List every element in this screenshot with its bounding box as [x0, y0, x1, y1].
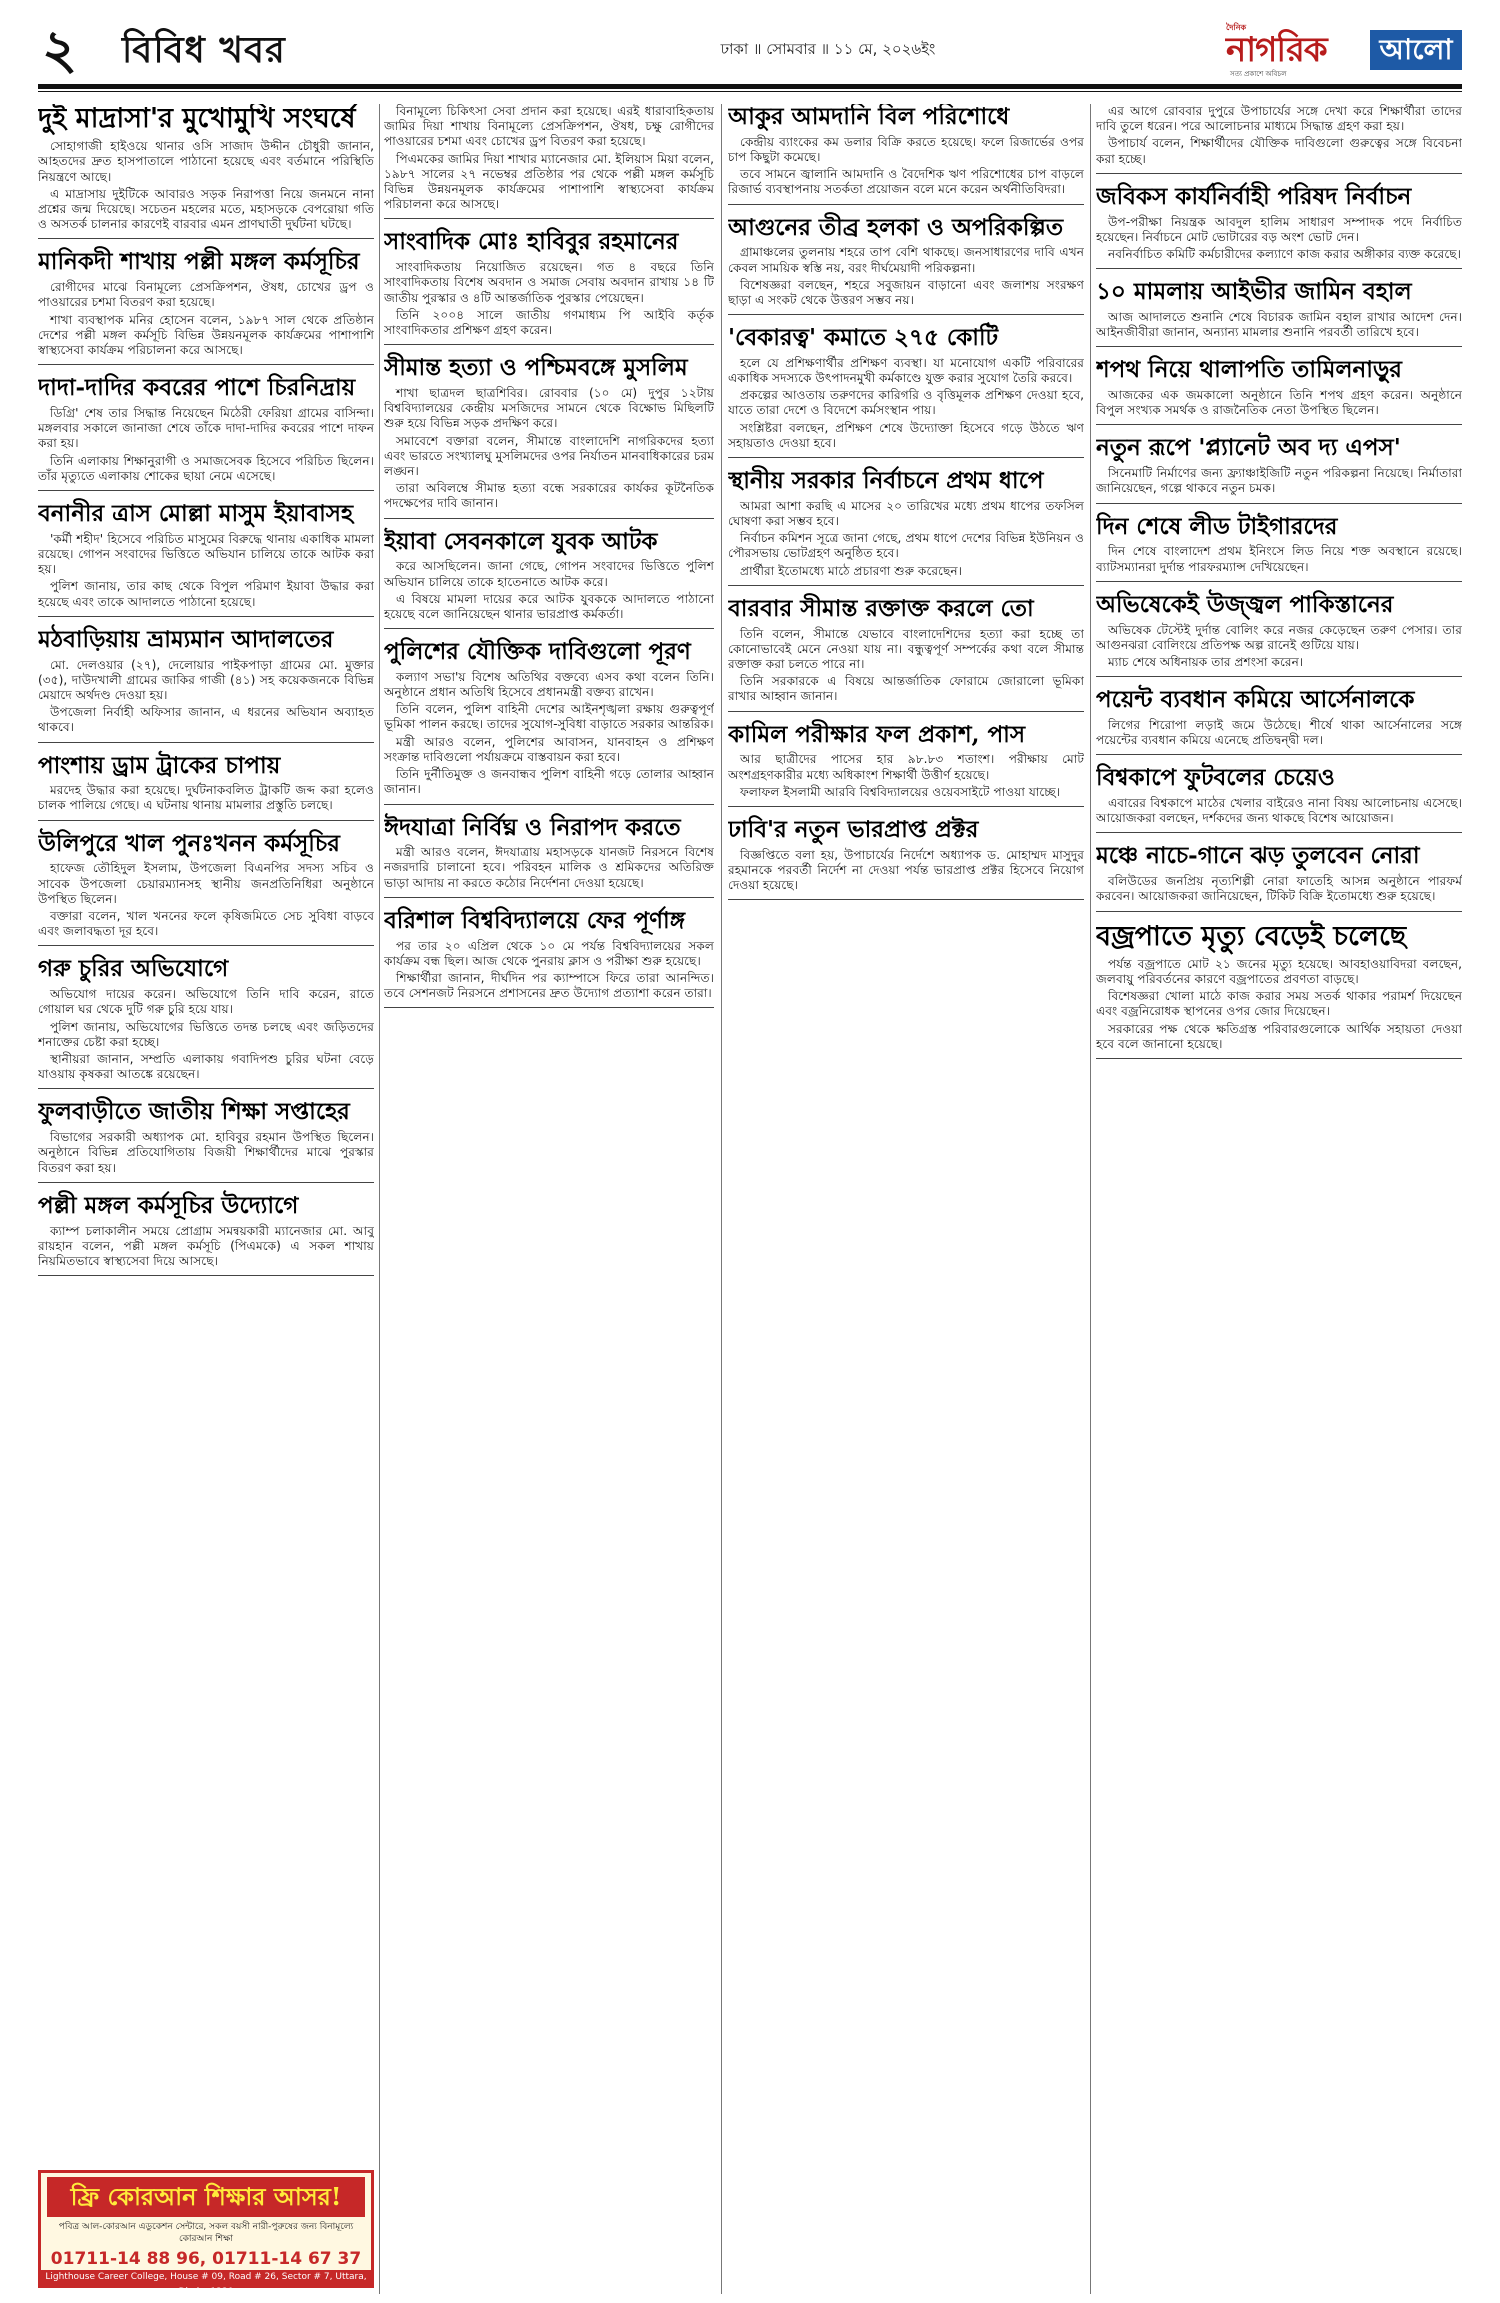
ad-subtitle: পবিত্র আল-কোরআন এডুকেশন সেন্টারে, সকল বয়সী নারী-পুরুষের জন্য বিনামূল্যে কোরআন শিক্ষা	[58, 2222, 354, 2244]
article-headline[interactable]: স্থানীয় সরকার নির্বাচনে প্রথম ধাপে	[728, 467, 1044, 495]
article-divider	[1096, 1058, 1462, 1059]
article-body	[1096, 796, 1462, 826]
news-article	[38, 1193, 374, 1276]
news-article	[38, 104, 374, 239]
newspaper-logo	[1226, 20, 1462, 78]
article-headline[interactable]: দিন শেষে লীড টাইগারদের	[1096, 512, 1338, 540]
ad-title: ফ্রি কোরআন শিক্ষার আসর!	[47, 2177, 365, 2217]
article-body	[1096, 623, 1462, 671]
article-divider	[384, 897, 714, 898]
masthead	[38, 17, 1462, 81]
article-headline[interactable]: মঠবাড়িয়ায় ভ্রাম্যমান আদালতের	[38, 625, 334, 653]
article-paragraph: কল্যাণ সভা'য় বিশেষ অতিথির বক্তব্যে এসব কথা বলেন তিনি। অনুষ্ঠানে প্রধান অতিথি হিসেবে প্রধানমন্ত্রী বক্তব্য রাখেন।	[384, 669, 714, 700]
column-divider	[721, 104, 722, 2294]
article-body	[728, 356, 1084, 451]
masthead-rule	[38, 84, 1462, 89]
logo-box-text: আলো	[1370, 30, 1462, 70]
article-headline[interactable]: নতুন রূপে 'প্ল্যানেট অব দ্য এপস'	[1096, 434, 1401, 462]
article-paragraph: তিনি সরকারকে এ বিষয়ে আন্তর্জাতিক ফোরামে জোরালো ভূমিকা রাখার আহ্বান জানান।	[728, 674, 1084, 704]
article-divider	[38, 945, 374, 946]
article-headline[interactable]: পাংশায় ড্রাম ট্রাকের চাপায়	[38, 751, 281, 779]
article-headline[interactable]: দুই মাদ্রাসা'র মুখোমুখি সংঘর্ষে	[38, 104, 356, 134]
article-body	[1096, 388, 1462, 418]
article-body	[38, 1130, 374, 1176]
article-divider	[38, 238, 374, 239]
article-body	[38, 1224, 374, 1270]
article-body	[38, 987, 374, 1082]
article-paragraph: সোহাগাজী হাইওয়ে থানার ওসি সাজাদ উদ্দীন চৌধুরী জানান, আহতদের দ্রুত হাসপাতালে পাঠানো হয়েছে এবং বর্তমানে পরিস্থিতি নিয়ন্ত্রণে আছে।	[38, 139, 374, 184]
article-paragraph: তিনি বলেন, পুলিশ বাহিনী দেশের আইনশৃঙ্খলা রক্ষায় গুরুত্বপূর্ণ ভূমিকা পালন করছে। তাদের সুযোগ-সুবিধা বাড়াতে সরকার আন্তরিক।	[384, 702, 714, 732]
news-article	[728, 468, 1084, 586]
article-body	[728, 848, 1084, 894]
news-article	[728, 722, 1084, 807]
article-divider	[1096, 911, 1462, 912]
article-body	[1096, 104, 1462, 167]
article-headline[interactable]: সাংবাদিক মোঃ হাবিবুর রহমানের	[384, 228, 679, 256]
article-paragraph: বিজ্ঞপ্তিতে বলা হয়, উপাচার্যের নির্দেশে অধ্যাপক ড. মোহাম্মদ মাসুদুর রহমানকে পরবর্তী নির্দেশ না দেওয়া পর্যন্ত ভারপ্রাপ্ত প্রক্টর হিসেবে নিয়োগ দেওয়া হয়েছে।	[728, 847, 1084, 893]
news-article	[728, 817, 1084, 900]
article-paragraph: মো. দেলওয়ার (২৭), দেলোয়ার পাইকপাড়া গ্রামের মো. মুক্তার (৩৫), দাউদখালী গ্রামের জাকির গাজী (৪১) সহ কয়েকজনকে বিভিন্ন মেয়াদে অর্থদণ্ড দেওয়া হয়।	[38, 657, 374, 702]
article-paragraph: ফলাফল ইসলামী আরবি বিশ্ববিদ্যালয়ের ওয়েবসাইটে পাওয়া যাচ্ছে।	[740, 784, 1061, 799]
article-divider	[1096, 581, 1462, 582]
article-headline[interactable]: আকুর আমদানি বিল পরিশোধে	[728, 104, 1010, 130]
article-body	[38, 139, 374, 232]
article-body	[728, 499, 1084, 579]
article-body	[1096, 466, 1462, 496]
article-body	[384, 845, 714, 891]
article-body	[38, 783, 374, 813]
article-paragraph: সংশ্লিষ্টরা বলছেন, প্রশিক্ষণ শেষে উদ্যোক্তা হিসেবে গড়ে উঠতে ঋণ সহায়তাও দেওয়া হবে।	[728, 420, 1084, 450]
article-body	[384, 260, 714, 338]
article-headline[interactable]: 'বেকারত্ব' কমাতে ২৭৫ কোটি	[728, 324, 999, 352]
article-paragraph: পর্যন্ত বজ্রপাতে মোট ২১ জনের মৃত্যু হয়েছে। আবহাওয়াবিদরা বলছেন, জলবায়ু পরিবর্তনের কারণে বজ্রপাতের প্রবণতা বাড়ছে।	[1096, 956, 1462, 987]
article-divider	[1096, 676, 1462, 677]
article-body	[728, 752, 1084, 800]
article-body	[38, 280, 374, 358]
article-paragraph: নির্বাচন কমিশন সূত্রে জানা গেছে, প্রথম ধাপে দেশের বিভিন্ন ইউনিয়ন ও পৌরসভায় ভোটগ্রহণ অনুষ্ঠিত হবে।	[728, 531, 1084, 561]
article-paragraph: তারা অবিলম্বে সীমান্ত হত্যা বন্ধে সরকারের কার্যকর কূটনৈতিক পদক্ষেপের দাবি জানান।	[384, 481, 714, 511]
article-paragraph: সিনেমাটি নির্মাণের জন্য ফ্র্যাঞ্চাইজিটি নতুন পরিকল্পনা নিয়েছে। নির্মাতারা জানিয়েছেন, গল্পে থাকবে নতুন চমক।	[1096, 466, 1462, 496]
article-headline[interactable]: ফুলবাড়ীতে জাতীয় শিক্ষা সপ্তাহের	[38, 1098, 350, 1126]
logo-tagline: সত্য প্রকাশে অবিচল	[1230, 70, 1287, 78]
article-paragraph: ম্যাচ শেষে অধিনায়ক তার প্রশংসা করেন।	[1108, 654, 1304, 669]
article-divider	[1096, 832, 1462, 833]
news-article	[384, 104, 714, 219]
article-headline[interactable]: ঈদযাত্রা নির্বিঘ্ন ও নিরাপদ করতে	[384, 813, 681, 841]
article-paragraph: শিক্ষার্থীরা জানান, দীর্ঘদিন পর ক্যাম্পাসে ফিরে তারা আনন্দিত। তবে সেশনজট নিরসনে প্রশাসনের দ্রুত উদ্যোগ প্রত্যাশা করেন তারা।	[384, 971, 714, 1001]
article-paragraph: রোগীদের মাঝে বিনামূল্যে প্রেসক্রিপশন, ঔষধ, চোখের ড্রপ ও পাওয়ারের চশমা বিতরণ করা হয়েছে।	[38, 280, 374, 310]
article-divider	[38, 616, 374, 617]
article-divider	[384, 628, 714, 629]
news-article	[38, 956, 374, 1089]
article-paragraph: হাফেজ তৌহিদুল ইসলাম, উপজেলা বিএনপির সদস্য সচিব ও সাবেক উপজেলা চেয়ারম্যানসহ স্থানীয় জনপ্রতিনিধিরা অনুষ্ঠানে উপস্থিত ছিলেন।	[38, 861, 374, 906]
article-body	[384, 939, 714, 1002]
article-headline[interactable]: বিশ্বকাপে ফুটবলের চেয়েও	[1096, 764, 1335, 792]
news-article	[384, 908, 714, 1009]
article-divider	[728, 806, 1084, 807]
article-body	[728, 627, 1084, 705]
article-headline[interactable]: মঞ্চে নাচে-গানে ঝড় তুলবেন নোরা	[1096, 842, 1420, 870]
article-paragraph: তিনি ২০০৪ সালে জাতীয় গণমাধ্যম পি আইবি কর্তৃক সাংবাদিকতার প্রশিক্ষণ গ্রহণ করেন।	[384, 307, 714, 337]
article-paragraph: পর তার ২০ এপ্রিল থেকে ১০ মে পর্যন্ত বিশ্ববিদ্যালয়ের সকল কার্যক্রম বন্ধ ছিল। আজ থেকে পুনরায় ক্লাস ও পরীক্ষা শুরু হয়েছে।	[384, 938, 714, 968]
article-paragraph: সরকারের পক্ষ থেকে ক্ষতিগ্রস্ত পরিবারগুলোকে আর্থিক সহায়তা দেওয়া হবে বলে জানানো হয়েছে।	[1096, 1021, 1462, 1051]
ad-phone: 01711-14 88 96, 01711-14 67 37	[50, 2249, 362, 2269]
news-article	[38, 1099, 374, 1182]
article-paragraph: বিশেষজ্ঞরা খোলা মাঠে কাজ করার সময় সতর্ক থাকার পরামর্শ দিয়েছেন এবং বজ্রনিরোধক স্থাপনের ওপর জোর দিয়েছেন।	[1096, 989, 1462, 1019]
article-divider	[38, 742, 374, 743]
dateline: ঢাকা ॥ সোমবার ॥ ১১ মে, ২০২৬ইং	[720, 40, 936, 58]
article-divider	[1096, 424, 1462, 425]
article-headline[interactable]: পুলিশের যৌক্তিক দাবিগুলো পূরণ	[384, 638, 691, 666]
news-article	[384, 229, 714, 345]
news-article	[38, 249, 374, 365]
article-paragraph: অভিষেক টেস্টেই দুর্দান্ত বোলিং করে নজর কেড়েছেন তরুণ পেসার। তার আগুনঝরা বোলিংয়ে প্রতিপক্ষ অল্প রানেই গুটিয়ে যায়।	[1096, 622, 1462, 652]
news-article	[728, 104, 1084, 205]
news-article	[1096, 514, 1462, 582]
article-paragraph: উপজেলা নির্বাহী অফিসার জানান, এ ধরনের অভিযান অব্যাহত থাকবে।	[38, 705, 374, 735]
article-divider	[728, 314, 1084, 315]
article-paragraph: মন্ত্রী আরও বলেন, পুলিশের আবাসন, যানবাহন ও প্রশিক্ষণ সংক্রান্ত দাবিগুলো পর্যায়ক্রমে বাস্তবায়ন করা হবে।	[384, 734, 714, 764]
article-paragraph: তিনি এলাকায় শিক্ষানুরাগী ও সমাজসেবক হিসেবে পরিচিত ছিলেন। তাঁর মৃত্যুতে এলাকায় শোকের ছায়া নেমে এসেছে।	[38, 453, 374, 483]
article-paragraph: আজ আদালতে শুনানি শেষে বিচারক জামিন বহাল রাখার আদেশ দেন। আইনজীবীরা জানান, অন্যান্য মামলার শুনানি পরবর্তী তারিখে হবে।	[1096, 309, 1462, 340]
article-paragraph: তিনি দুর্নীতিমুক্ত ও জনবান্ধব পুলিশ বাহিনী গড়ে তোলার আহ্বান জানান।	[384, 767, 714, 797]
article-paragraph: নবনির্বাচিত কমিটি কর্মচারীদের কল্যাণে কাজ করার অঙ্গীকার ব্যক্ত করেছে।	[1108, 246, 1462, 261]
news-article	[384, 529, 714, 630]
article-divider	[728, 457, 1084, 458]
article-divider	[38, 1182, 374, 1183]
article-divider	[728, 711, 1084, 712]
article-body	[38, 532, 374, 610]
article-divider	[384, 518, 714, 519]
article-divider	[38, 490, 374, 491]
article-divider	[384, 1007, 714, 1008]
article-body	[38, 861, 374, 939]
article-body	[728, 135, 1084, 198]
news-article	[1096, 765, 1462, 833]
article-headline[interactable]: ইয়াবা সেবনকালে যুবক আটক	[384, 527, 658, 555]
article-divider	[384, 804, 714, 805]
news-article	[384, 815, 714, 898]
article-body	[1096, 215, 1462, 263]
article-divider	[1096, 503, 1462, 504]
section-title: বিবিধ খবর	[122, 29, 286, 71]
article-divider	[38, 1275, 374, 1276]
article-paragraph: তবে সামনে জ্বালানি আমদানি ও বৈদেশিক ঋণ পরিশোধের চাপ বাড়লে রিজার্ভ ব্যবস্থাপনায় সতর্কতা প্রয়োজন বলে মনে করেন অর্থনীতিবিদরা।	[728, 167, 1084, 197]
masthead-rule-thin	[38, 91, 1462, 92]
article-paragraph: এ মাদ্রাসায় দুইটিকে আবারও সড়ক নিরাপত্তা নিয়ে জনমনে নানা প্রশ্নের জন্ম দিয়েছে। সচেতন মহলের মতে, মহাসড়কে বেপরোয়া গতি ও অসতর্ক চালনার কারণেই বারবার এমন প্রাণঘাতী দুর্ঘটনা ঘটছে।	[38, 186, 374, 232]
article-divider	[728, 899, 1084, 900]
news-column-4	[1096, 104, 1462, 2299]
article-body	[1096, 957, 1462, 1052]
article-paragraph: ক্যাম্প চলাকালীন সময়ে প্রোগ্রাম সমন্বয়কারী ম্যানেজার মো. আবু রায়হান বলেন, পল্লী মঙ্গল কর্মসূচি (পিএমকে) এ সকল শাখায় নিয়মিতভাবে স্বাস্থ্যসেবা দিয়ে আসছে।	[38, 1223, 374, 1268]
article-divider	[384, 344, 714, 345]
news-article	[728, 596, 1084, 712]
news-article	[1096, 592, 1462, 677]
article-body	[1096, 718, 1462, 748]
article-paragraph: বিনামূল্যে চিকিৎসা সেবা প্রদান করা হয়েছে। এরই ধারাবাহিকতায় জামির দিয়া শাখায় বিনামূল্যে প্রেসক্রিপশন, ঔষধ, চক্ষু রোগীদের পাওয়ারের চশমা এবং চোখের ড্রপ বিতরণ করা হয়েছে।	[384, 104, 714, 149]
news-article	[1096, 843, 1462, 911]
news-column-2	[384, 104, 714, 2299]
article-body	[1096, 310, 1462, 340]
article-headline[interactable]: বরিশাল বিশ্ববিদ্যালয়ে ফের পূর্ণাঙ্গ	[384, 906, 685, 934]
article-divider	[38, 820, 374, 821]
article-body	[384, 670, 714, 798]
column-divider	[1090, 104, 1091, 2294]
article-paragraph: পিএমকের জামির দিয়া শাখার ম্যানেজার মো. ইলিয়াস মিয়া বলেন, ১৯৮৭ সালের ২৭ নভেম্বর প্রতিষ্ঠার পর থেকে পল্লী মঙ্গল কর্মসূচি বিভিন্ন উন্নয়নমূলক কার্যক্রমের পাশাপাশি স্বাস্থ্যসেবা কার্যক্রম পরিচালনা করে আসছে।	[384, 151, 714, 212]
article-paragraph: সমাবেশে বক্তারা বলেন, সীমান্তে বাংলাদেশি নাগরিকদের হত্যা এবং ভারতে সংখ্যালঘু মুসলিমদের ওপর নির্যাতন মানবাধিকারের চরম লঙ্ঘন।	[384, 433, 714, 478]
article-paragraph: লিগের শিরোপা লড়াই জমে উঠেছে। শীর্ষে থাকা আর্সেনালের সঙ্গে পয়েন্টের ব্যবধান কমিয়ে এনেছে প্রতিদ্বন্দ্বী দল।	[1096, 717, 1462, 748]
article-headline[interactable]: শপথ নিয়ে থালাপতি তামিলনাড়ুর	[1096, 356, 1402, 384]
article-divider	[728, 204, 1084, 205]
article-paragraph: 'কর্মী শহীদ' হিসেবে পরিচিত মাসুমের বিরুদ্ধে থানায় একাধিক মামলা রয়েছে। গোপন সংবাদের ভিত্তিতে অভিযান চালিয়ে তাকে আটক করা হয়।	[38, 531, 374, 577]
news-article	[728, 325, 1084, 458]
article-headline[interactable]: ঢাবি'র নতুন ভারপ্রাপ্ত প্রক্টর	[728, 815, 979, 843]
article-body	[384, 559, 714, 622]
article-paragraph: এর আগে রোববার দুপুরে উপাচার্যের সঙ্গে দেখা করে শিক্ষার্থীরা তাদের দাবি তুলে ধরেন। পরে আলোচনার মাধ্যমে সিদ্ধান্ত গ্রহণ করা হয়।	[1096, 104, 1462, 134]
article-headline[interactable]: বনানীর ত্রাস মোল্লা মাসুম ইয়াবাসহ	[38, 499, 354, 527]
page-number: ২	[42, 17, 78, 81]
news-article	[728, 215, 1084, 316]
article-headline[interactable]: দাদা-দাদির কবরের পাশে চিরনিদ্রায়	[38, 374, 356, 402]
article-paragraph: পুলিশ জানায়, তার কাছ থেকে বিপুল পরিমাণ ইয়াবা উদ্ধার করা হয়েছে এবং তাকে আদালতে পাঠানো হয়েছে।	[38, 579, 374, 609]
article-body	[384, 386, 714, 512]
article-paragraph: প্রার্থীরা ইতোমধ্যে মাঠে প্রচারণা শুরু করেছেন।	[740, 563, 962, 578]
quran-class-advertisement	[38, 2170, 374, 2297]
news-article	[384, 639, 714, 804]
news-article	[1096, 357, 1462, 425]
article-paragraph: আর ছাত্রীদের পাসের হার ৯৮.৮৩ শতাংশ। পরীক্ষায় মোট অংশগ্রহণকারীর মধ্যে অধিকাংশ শিক্ষার্থী উত্তীর্ণ হয়েছে।	[728, 752, 1084, 782]
news-article	[384, 355, 714, 518]
article-paragraph: আজকের এক জমকালো অনুষ্ঠানে তিনি শপথ গ্রহণ করেন। অনুষ্ঠানে বিপুল সংখ্যক সমর্থক ও রাজনৈতিক নেতা উপস্থিত ছিলেন।	[1096, 388, 1462, 418]
article-divider	[1096, 346, 1462, 347]
article-body	[38, 658, 374, 736]
article-divider	[1096, 754, 1462, 755]
news-article	[1096, 184, 1462, 269]
logo-small-text: দৈনিক	[1226, 23, 1247, 32]
news-column-3	[728, 104, 1084, 2299]
article-paragraph: কেন্দ্রীয় ব্যাংকের কম ডলার বিক্রি করতে হয়েছে। ফলে রিজার্ভের ওপর চাপ কিছুটা কমেছে।	[728, 134, 1084, 164]
logo-main-text: নাগরিক	[1226, 30, 1327, 70]
news-article	[1096, 922, 1462, 1059]
article-body	[384, 104, 714, 212]
article-paragraph: বিভাগের সরকারী অধ্যাপক মো. হাবিবুর রহমান উপস্থিত ছিলেন। অনুষ্ঠানে বিভিন্ন প্রতিযোগিতায় বিজয়ী শিক্ষার্থীদের মাঝে পুরস্কার বিতরণ করা হয়।	[38, 1130, 374, 1175]
article-divider	[38, 364, 374, 365]
article-paragraph: হলে যে প্রশিক্ষণার্থীর প্রশিক্ষণ ব্যবস্থা। যা মনোযোগ একটি পরিবারের একাধিক সদস্যকে উৎপাদনমুখী কর্মকাণ্ডে যুক্ত করার সুযোগ তৈরি করবে।	[728, 355, 1084, 386]
article-paragraph: গ্রামাঞ্চলের তুলনায় শহরে তাপ বেশি থাকছে। জনসাধারণের দাবি এখন কেবল সাময়িক স্বস্তি নয়, বরং দীর্ঘমেয়াদী পরিকল্পনা।	[728, 245, 1084, 275]
article-paragraph: সাংবাদিকতায় নিয়োজিত রয়েছেন। গত ৪ বছরে তিনি সাংবাদিকতায় বিশেষ অবদান ও সমাজ সেবায় অবদান রাখায় ১৪ টি জাতীয় পুরস্কার ও ৪টি আন্তর্জাতিক পুরস্কার পেয়েছেন।	[384, 260, 714, 305]
article-body	[728, 245, 1084, 308]
article-headline[interactable]: উলিপুরে খাল পুনঃখনন কর্মসূচির	[38, 829, 340, 857]
article-body	[1096, 544, 1462, 574]
news-article	[38, 753, 374, 821]
article-paragraph: মরদেহ উদ্ধার করা হয়েছে। দুর্ঘটনাকবলিত ট্রাকটি জব্দ করা হলেও চালক পালিয়ে গেছে। এ ঘটনায় থানায় মামলার প্রস্তুতি চলছে।	[38, 783, 374, 813]
article-body	[38, 406, 374, 484]
article-paragraph: পুলিশ জানায়, অভিযোগের ভিত্তিতে তদন্ত চলছে এবং জড়িতদের শনাক্তের চেষ্টা করা হচ্ছে।	[38, 1019, 374, 1049]
article-paragraph: স্থানীয়রা জানান, সম্প্রতি এলাকায় গবাদিপশু চুরির ঘটনা বেড়ে যাওয়ায় কৃষকরা আতঙ্কে রয়েছেন।	[38, 1052, 374, 1082]
article-divider	[728, 585, 1084, 586]
news-article	[38, 501, 374, 617]
news-column-1	[38, 104, 374, 2184]
article-headline[interactable]: আগুনের তীব্র হলকা ও অপরিকল্পিত	[728, 213, 1064, 241]
article-headline[interactable]: বজ্রপাতে মৃত্যু বেড়েই চলেছে	[1096, 920, 1407, 952]
article-headline[interactable]: ১০ মামলায় আইভীর জামিন বহাল	[1096, 278, 1412, 306]
article-paragraph: মন্ত্রী আরও বলেন, ঈদযাত্রায় মহাসড়কে যানজট নিরসনে বিশেষ নজরদারি চালানো হবে। পরিবহন মালিক ও শ্রমিকদের অতিরিক্ত ভাড়া আদায় না করতে কঠোর নির্দেশনা দেওয়া হয়েছে।	[384, 845, 714, 890]
news-article	[38, 627, 374, 743]
article-paragraph: প্রকল্পের আওতায় তরুণদের কারিগরি ও বৃত্তিমূলক প্রশিক্ষণ দেওয়া হবে, যাতে তারা দেশে ও বিদেশে কর্মসংস্থান পায়।	[728, 388, 1084, 418]
article-paragraph: বলিউডের জনপ্রিয় নৃত্যশিল্পী নোরা ফাতেহি আসন্ন অনুষ্ঠানে পারফর্ম করবেন। আয়োজকরা জানিয়েছেন, টিকিট বিক্রি ইতোমধ্যে শুরু হয়েছে।	[1096, 874, 1462, 904]
article-divider	[1096, 173, 1462, 174]
article-paragraph: উপাচার্য বলেন, শিক্ষার্থীদের যৌক্তিক দাবিগুলো গুরুত্বের সঙ্গে বিবেচনা করা হচ্ছে।	[1096, 136, 1462, 166]
article-divider	[1096, 268, 1462, 269]
article-paragraph: বক্তারা বলেন, খাল খননের ফলে কৃষিজমিতে সেচ সুবিধা বাড়বে এবং জলাবদ্ধতা দূর হবে।	[38, 909, 374, 939]
news-article	[1096, 279, 1462, 347]
article-headline[interactable]: পল্লী মঙ্গল কর্মসূচির উদ্যোগে	[38, 1191, 299, 1219]
article-paragraph: আমরা আশা করছি এ মাসের ২০ তারিখের মধ্যে প্রথম ধাপের তফসিল ঘোষণা করা সম্ভব হবে।	[728, 498, 1084, 529]
ad-address: Lighthouse Career College, House # 09, Road # 26, Sector # 7, Uttara, Dhaka-1230	[41, 2270, 371, 2285]
article-paragraph: শাখা ব্যবস্থাপক মনির হোসেন বলেন, ১৯৮৭ সাল থেকে প্রতিষ্ঠান দেশের পল্লী মঙ্গল কর্মসূচি বিভিন্ন উন্নয়নমূলক কার্যক্রমের পাশাপাশি স্বাস্থ্যসেবা কার্যক্রম পরিচালনা করে আসছে।	[38, 312, 374, 358]
article-headline[interactable]: কামিল পরীক্ষার ফল প্রকাশ, পাস	[728, 720, 1026, 748]
column-divider	[379, 104, 380, 2294]
article-headline[interactable]: জবিকস কার্যনির্বাহী পরিষদ নির্বাচন	[1096, 182, 1412, 210]
article-paragraph: দিন শেষে বাংলাদেশ প্রথম ইনিংসে লিড নিয়ে শক্ত অবস্থানে রয়েছে। ব্যাটসম্যানরা দুর্দান্ত পারফরম্যান্স দেখিয়েছেন।	[1096, 544, 1462, 574]
news-article	[38, 375, 374, 491]
article-divider	[38, 1088, 374, 1089]
news-article	[1096, 104, 1462, 174]
article-divider	[384, 218, 714, 219]
article-headline[interactable]: সীমান্ত হত্যা ও পশ্চিমবঙ্গে মুসলিম	[384, 354, 688, 382]
article-paragraph: এ বিষয়ে মামলা দায়ের করে আটক যুবককে আদালতে পাঠানো হয়েছে বলে জানিয়েছেন থানার ভারপ্রাপ্ত কর্মকর্তা।	[384, 591, 714, 621]
news-article	[1096, 435, 1462, 503]
article-headline[interactable]: পয়েন্ট ব্যবধান কমিয়ে আর্সেনালকে	[1096, 686, 1415, 714]
article-paragraph: শাখা ছাত্রদল ছাত্রশিবির। রোববার (১০ মে) দুপুর ১২টায় বিশ্ববিদ্যালয়ের কেন্দ্রীয় মসজিদের সামনে থেকে বিক্ষোভ মিছিলটি শুরু হয়ে বিভিন্ন সড়ক প্রদক্ষিণ করে।	[384, 385, 714, 431]
article-paragraph: তিনি বলেন, সীমান্তে যেভাবে বাংলাদেশিদের হত্যা করা হচ্ছে তা কোনোভাবেই মেনে নেওয়া যায় না। বন্ধুত্বপূর্ণ সম্পর্কের কথা বলে সীমান্ত রক্তাক্ত করা চলতে পারে না।	[728, 626, 1084, 672]
news-article	[1096, 687, 1462, 755]
article-paragraph: ডিগ্রি' শেষ তার সিদ্ধান্ত নিয়েছেন মিঠেরী ফেরিয়া গ্রামের বাসিন্দা। মঙ্গলবার সকালে জানাজা শেষে তাঁকে দাদা-দাদির কবরের পাশে দাফন করা হয়।	[38, 405, 374, 451]
article-headline[interactable]: বারবার সীমান্ত রক্তাক্ত করলে তো	[728, 594, 1034, 622]
article-paragraph: করে আসছিলেন। জানা গেছে, গোপন সংবাদের ভিত্তিতে পুলিশ অভিযান চালিয়ে তাকে হাতেনাতে আটক করে।	[384, 559, 714, 589]
article-paragraph: অভিযোগ দায়ের করেন। অভিযোগে তিনি দাবি করেন, রাতে গোয়াল ঘর থেকে দুটি গরু চুরি হয়ে যায়।	[38, 987, 374, 1017]
article-headline[interactable]: গরু চুরির অভিযোগে	[38, 955, 229, 983]
article-body	[1096, 874, 1462, 904]
news-article	[38, 831, 374, 947]
article-headline[interactable]: অভিষেকেই উজ্জ্বল পাকিস্তানের	[1096, 590, 1394, 618]
article-paragraph: উপ-পরীক্ষা নিয়ন্ত্রক আবদুল হালিম সাধারণ সম্পাদক পদে নির্বাচিত হয়েছেন। নির্বাচনে মোট ভোটারের বড় অংশ ভোট দেন।	[1096, 214, 1462, 244]
article-headline[interactable]: মানিকদী শাখায় পল্লী মঙ্গল কর্মসূচির	[38, 248, 360, 276]
article-paragraph: এবারের বিশ্বকাপে মাঠের খেলার বাইরেও নানা বিষয় আলোচনায় এসেছে। আয়োজকরা বলছেন, দর্শকদের জন্য থাকছে বিশেষ আয়োজন।	[1096, 796, 1462, 826]
article-paragraph: বিশেষজ্ঞরা বলছেন, শহরে সবুজায়ন বাড়ানো এবং জলাশয় সংরক্ষণ ছাড়া এ সংকট থেকে উত্তরণ সম্ভব নয়।	[728, 277, 1084, 307]
